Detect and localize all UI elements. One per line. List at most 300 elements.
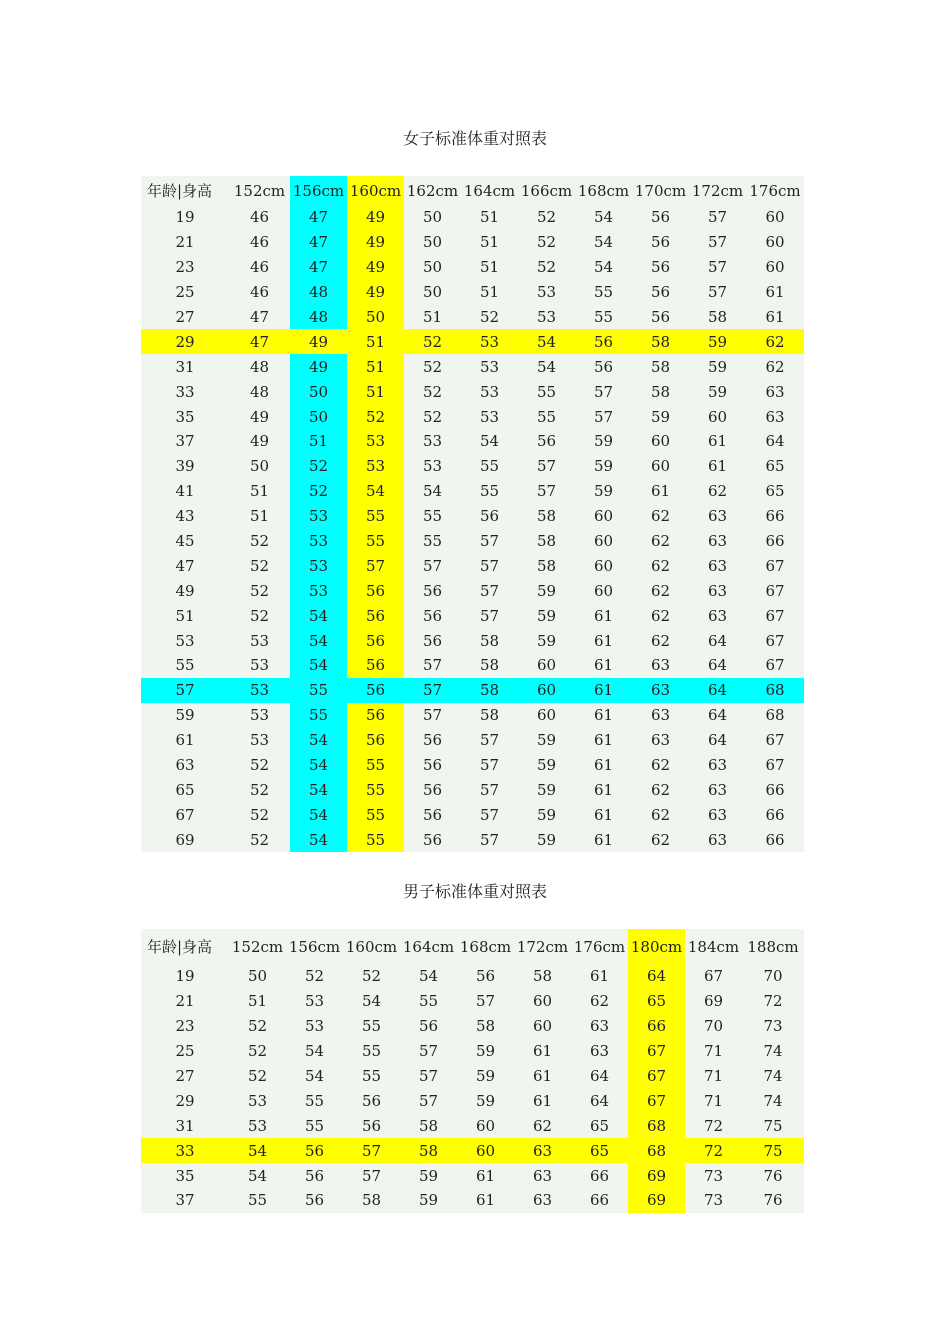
weight-cell: 50 — [290, 404, 347, 429]
weight-cell: 56 — [418, 1017, 439, 1036]
weight-cell: 53 — [229, 678, 290, 703]
weight-cell: 52 — [536, 258, 557, 277]
weight-cell: 58 — [707, 308, 728, 326]
weight-cell: 56 — [347, 578, 404, 603]
weight-cell: 63 — [650, 656, 671, 675]
weight-cell: 55 — [304, 1091, 325, 1110]
weight-cell: 57 — [422, 556, 443, 575]
age-cell: 39 — [175, 457, 195, 476]
weight-cell: 62 — [650, 805, 671, 824]
weight-cell: 61 — [532, 1067, 553, 1085]
weight-cell: 61 — [475, 1191, 496, 1210]
table-row — [141, 504, 804, 529]
weight-cell: 57 — [422, 656, 443, 675]
weight-cell: 56 — [304, 1191, 325, 1210]
weight-cell: 59 — [536, 731, 557, 750]
weight-cell: 48 — [249, 382, 270, 401]
weight-cell: 62 — [650, 780, 671, 799]
age-cell: 43 — [175, 507, 195, 526]
weight-cell: 76 — [763, 1166, 783, 1185]
weight-cell: 47 — [290, 230, 347, 255]
weight-cell: 67 — [765, 631, 785, 650]
weight-cell: 64 — [589, 1091, 610, 1110]
height-header: 160cm — [347, 176, 404, 205]
weight-cell: 46 — [249, 208, 270, 227]
weight-cell: 61 — [593, 606, 614, 625]
weight-cell: 50 — [422, 258, 443, 277]
weight-cell: 61 — [593, 805, 614, 824]
weight-cell: 63 — [589, 1042, 610, 1061]
weight-cell: 58 — [475, 1017, 496, 1036]
weight-cell: 63 — [707, 507, 728, 526]
weight-cell: 61 — [593, 706, 614, 725]
weight-cell: 66 — [589, 1191, 610, 1210]
weight-cell: 54 — [290, 777, 347, 802]
weight-cell: 67 — [628, 1064, 685, 1089]
weight-cell: 52 — [249, 556, 270, 575]
weight-cell: 56 — [422, 830, 443, 849]
height-header: 168cm — [459, 937, 512, 956]
weight-cell: 51 — [479, 208, 500, 227]
weight-cell: 74 — [763, 1042, 783, 1061]
weight-cell: 52 — [249, 780, 270, 799]
weight-cell: 59 — [418, 1166, 439, 1185]
weight-cell: 56 — [422, 606, 443, 625]
weight-cell: 60 — [536, 656, 557, 675]
weight-cell: 59 — [593, 432, 614, 451]
weight-cell: 67 — [765, 606, 785, 625]
weight-cell: 47 — [249, 308, 270, 326]
weight-cell: 54 — [229, 1138, 286, 1163]
age-cell: 37 — [175, 1191, 195, 1210]
weight-cell: 69 — [703, 992, 724, 1011]
weight-cell: 57 — [593, 382, 614, 401]
weight-cell: 53 — [249, 706, 270, 725]
weight-cell: 60 — [765, 258, 785, 277]
weight-cell: 51 — [249, 482, 270, 501]
weight-cell: 74 — [763, 1067, 783, 1085]
weight-cell: 50 — [290, 379, 347, 404]
weight-cell: 56 — [422, 780, 443, 799]
weight-cell: 57 — [707, 283, 728, 302]
weight-cell: 59 — [536, 805, 557, 824]
weight-cell: 72 — [685, 1138, 742, 1163]
weight-cell: 58 — [418, 1116, 439, 1135]
weight-cell: 61 — [589, 967, 610, 986]
age-cell: 67 — [175, 805, 195, 824]
weight-cell: 59 — [650, 407, 671, 426]
weight-cell: 62 — [650, 606, 671, 625]
weight-cell: 55 — [536, 407, 557, 426]
height-header: 176cm — [749, 181, 801, 200]
weight-cell: 56 — [347, 728, 404, 753]
weight-cell: 62 — [650, 532, 671, 551]
weight-cell: 55 — [418, 992, 439, 1011]
weight-cell: 61 — [593, 830, 614, 849]
table-row — [141, 653, 804, 678]
age-cell: 23 — [175, 258, 195, 277]
weight-cell: 58 — [536, 507, 557, 526]
height-header: 156cm — [288, 937, 341, 956]
weight-cell: 50 — [347, 305, 404, 330]
weight-cell: 54 — [290, 728, 347, 753]
weight-cell: 55 — [347, 753, 404, 778]
weight-cell: 57 — [479, 532, 500, 551]
height-header: 152cm — [233, 181, 286, 200]
weight-cell: 57 — [418, 1042, 439, 1061]
weight-cell: 53 — [479, 382, 500, 401]
age-cell: 27 — [175, 1067, 195, 1085]
weight-cell: 56 — [361, 1091, 382, 1110]
weight-cell: 67 — [765, 656, 785, 675]
weight-cell: 56 — [347, 703, 404, 728]
height-header: 164cm — [402, 937, 455, 956]
weight-cell: 56 — [422, 581, 443, 600]
age-cell: 31 — [175, 1116, 195, 1135]
height-header: 162cm — [406, 181, 459, 200]
weight-cell: 59 — [707, 357, 728, 376]
weight-cell: 47 — [290, 255, 347, 280]
weight-cell: 60 — [518, 678, 575, 703]
weight-cell: 62 — [707, 482, 728, 501]
weight-cell: 56 — [422, 731, 443, 750]
age-cell: 31 — [175, 357, 195, 376]
weight-cell: 59 — [536, 606, 557, 625]
weight-cell: 51 — [347, 354, 404, 379]
weight-cell: 55 — [479, 457, 500, 476]
weight-cell: 54 — [290, 653, 347, 678]
table-row — [141, 404, 804, 429]
weight-cell: 48 — [249, 357, 270, 376]
weight-cell: 66 — [628, 1014, 685, 1039]
weight-cell: 69 — [628, 1163, 685, 1188]
age-cell: 35 — [175, 1166, 195, 1185]
weight-cell: 53 — [536, 308, 557, 326]
weight-cell: 56 — [536, 432, 557, 451]
weight-cell: 57 — [361, 1166, 382, 1185]
weight-cell: 59 — [536, 581, 557, 600]
weight-cell: 70 — [703, 1017, 724, 1036]
weight-cell: 50 — [249, 457, 270, 476]
weight-cell: 59 — [536, 830, 557, 849]
weight-cell: 61 — [593, 631, 614, 650]
weight-cell: 61 — [765, 308, 785, 326]
men-table-title: 男子标准体重对照表 — [402, 882, 547, 901]
age-cell: 61 — [175, 731, 195, 750]
weight-cell: 55 — [247, 1191, 268, 1210]
weight-cell: 57 — [479, 731, 500, 750]
weight-cell: 60 — [765, 208, 785, 227]
weight-cell: 49 — [249, 407, 270, 426]
weight-cell: 57 — [479, 756, 500, 775]
weight-cell: 54 — [304, 1042, 325, 1061]
weight-cell: 53 — [290, 504, 347, 529]
weight-cell: 71 — [703, 1067, 724, 1085]
weight-cell: 67 — [765, 556, 785, 575]
weight-cell: 59 — [707, 382, 728, 401]
weight-cell: 56 — [304, 1166, 325, 1185]
table-row — [141, 529, 804, 554]
weight-cell: 53 — [422, 432, 443, 451]
weight-cell: 52 — [249, 830, 270, 849]
weight-cell: 64 — [707, 656, 728, 675]
weight-cell: 54 — [347, 479, 404, 504]
weight-cell: 54 — [593, 258, 614, 277]
height-header: 184cm — [687, 937, 740, 956]
weight-cell: 72 — [763, 992, 783, 1011]
weight-cell: 52 — [479, 308, 500, 326]
weight-cell: 60 — [765, 233, 785, 252]
age-height-header: 年龄|身高 — [147, 938, 213, 956]
weight-cell: 57 — [479, 780, 500, 799]
weight-cell: 59 — [593, 457, 614, 476]
weight-cell: 56 — [347, 653, 404, 678]
weight-cell: 53 — [347, 454, 404, 479]
weight-cell: 55 — [347, 802, 404, 827]
weight-cell: 60 — [532, 1017, 553, 1036]
weight-cell: 57 — [593, 407, 614, 426]
weight-cell: 57 — [479, 606, 500, 625]
weight-cell: 57 — [422, 706, 443, 725]
weight-cell: 52 — [247, 1067, 268, 1085]
weight-cell: 58 — [400, 1138, 457, 1163]
weight-cell: 61 — [532, 1042, 553, 1061]
weight-cell: 68 — [628, 1113, 685, 1138]
weight-cell: 60 — [593, 532, 614, 551]
table-row — [141, 1188, 804, 1213]
height-header: 176cm — [573, 937, 626, 956]
weight-cell: 66 — [765, 780, 785, 799]
weight-cell: 64 — [707, 631, 728, 650]
weight-cell: 54 — [518, 329, 575, 354]
weight-cell: 57 — [707, 258, 728, 277]
age-cell: 53 — [175, 631, 195, 650]
weight-cell: 56 — [650, 283, 671, 302]
age-cell: 33 — [141, 1138, 229, 1163]
weight-cell: 57 — [475, 992, 496, 1011]
weight-cell: 58 — [461, 678, 518, 703]
weight-cell: 55 — [479, 482, 500, 501]
weight-cell: 56 — [593, 357, 614, 376]
weight-cell: 73 — [703, 1191, 724, 1210]
weight-cell: 53 — [290, 529, 347, 554]
weight-cell: 57 — [347, 553, 404, 578]
weight-cell: 51 — [347, 329, 404, 354]
weight-cell: 66 — [589, 1166, 610, 1185]
weight-cell: 60 — [593, 507, 614, 526]
weight-cell: 61 — [765, 283, 785, 302]
table-row — [141, 703, 804, 728]
weight-cell: 73 — [703, 1166, 724, 1185]
weight-cell: 48 — [290, 305, 347, 330]
weight-cell: 46 — [249, 233, 270, 252]
weight-cell: 55 — [422, 507, 443, 526]
weight-cell: 63 — [650, 706, 671, 725]
weight-cell: 47 — [290, 205, 347, 230]
weight-cell: 61 — [532, 1091, 553, 1110]
weight-cell: 48 — [290, 280, 347, 305]
table-row — [141, 1113, 804, 1138]
table-row — [141, 827, 804, 852]
weight-cell: 53 — [422, 457, 443, 476]
height-header: 180cm — [628, 929, 685, 964]
table-row — [141, 429, 804, 454]
weight-cell: 63 — [707, 556, 728, 575]
weight-cell: 52 — [422, 357, 443, 376]
weight-cell: 58 — [479, 656, 500, 675]
weight-cell: 63 — [514, 1138, 571, 1163]
table-row — [141, 454, 804, 479]
weight-cell: 56 — [650, 308, 671, 326]
weight-cell: 52 — [347, 404, 404, 429]
weight-cell: 51 — [422, 308, 443, 326]
weight-cell: 55 — [361, 1067, 382, 1085]
weight-cell: 57 — [418, 1067, 439, 1085]
weight-cell: 61 — [593, 780, 614, 799]
table-row — [141, 280, 804, 305]
weight-cell: 62 — [589, 992, 610, 1011]
weight-cell: 54 — [422, 482, 443, 501]
weight-cell: 50 — [422, 233, 443, 252]
weight-cell: 63 — [707, 780, 728, 799]
weight-cell: 53 — [249, 731, 270, 750]
weight-cell: 49 — [249, 432, 270, 451]
weight-cell: 58 — [536, 556, 557, 575]
age-cell: 69 — [175, 830, 195, 849]
weight-cell: 57 — [343, 1138, 400, 1163]
height-header: 188cm — [747, 937, 799, 956]
height-header: 166cm — [520, 181, 573, 200]
men-header-row — [141, 929, 804, 964]
table-row — [141, 1039, 804, 1064]
age-cell: 21 — [175, 992, 195, 1011]
weight-cell: 60 — [457, 1138, 514, 1163]
weight-cell: 76 — [763, 1191, 783, 1210]
weight-cell: 53 — [290, 553, 347, 578]
weight-cell: 49 — [347, 205, 404, 230]
weight-cell: 56 — [422, 805, 443, 824]
weight-cell: 51 — [347, 379, 404, 404]
age-cell: 41 — [175, 482, 195, 501]
weight-cell: 54 — [418, 967, 439, 986]
weight-cell: 64 — [765, 432, 785, 451]
age-cell: 33 — [175, 382, 195, 401]
weight-cell: 55 — [304, 1116, 325, 1135]
height-header: 152cm — [231, 937, 284, 956]
weight-cell: 51 — [479, 283, 500, 302]
weight-cell: 61 — [707, 457, 728, 476]
weight-cell: 52 — [249, 756, 270, 775]
weight-cell: 64 — [707, 731, 728, 750]
weight-cell: 55 — [290, 703, 347, 728]
table-row — [141, 553, 804, 578]
age-cell: 21 — [175, 233, 195, 252]
age-cell: 49 — [175, 581, 195, 600]
weight-cell: 65 — [571, 1138, 628, 1163]
weight-cell: 63 — [532, 1166, 553, 1185]
weight-cell: 52 — [249, 581, 270, 600]
height-header: 170cm — [634, 181, 687, 200]
weight-cell: 65 — [628, 989, 685, 1014]
weight-cell: 67 — [765, 756, 785, 775]
weight-cell: 65 — [589, 1116, 610, 1135]
table-row — [141, 305, 804, 330]
weight-cell: 61 — [593, 731, 614, 750]
weight-cell: 54 — [361, 992, 382, 1011]
weight-cell: 54 — [290, 603, 347, 628]
weight-cell: 58 — [650, 382, 671, 401]
weight-cell: 61 — [575, 678, 632, 703]
weight-cell: 49 — [290, 354, 347, 379]
weight-cell: 59 — [475, 1067, 496, 1085]
weight-cell: 62 — [765, 357, 785, 376]
weight-cell: 49 — [290, 329, 347, 354]
weight-cell: 67 — [628, 1039, 685, 1064]
weight-cell: 54 — [593, 208, 614, 227]
weight-cell: 67 — [765, 731, 785, 750]
weight-cell: 52 — [249, 606, 270, 625]
weight-cell: 52 — [290, 454, 347, 479]
age-cell: 23 — [175, 1017, 195, 1036]
weight-cell: 51 — [479, 233, 500, 252]
weight-cell: 52 — [422, 382, 443, 401]
weight-cell: 64 — [707, 706, 728, 725]
table-row — [141, 777, 804, 802]
weight-cell: 64 — [689, 678, 746, 703]
weight-cell: 51 — [249, 507, 270, 526]
table-row — [141, 728, 804, 753]
weight-cell: 54 — [290, 753, 347, 778]
weight-cell: 62 — [650, 756, 671, 775]
weight-cell: 56 — [650, 208, 671, 227]
weight-cell: 56 — [575, 329, 632, 354]
weight-cell: 59 — [475, 1042, 496, 1061]
weight-cell: 58 — [532, 967, 553, 986]
weight-cell: 54 — [290, 628, 347, 653]
weight-cell: 58 — [361, 1191, 382, 1210]
weight-cell: 49 — [347, 255, 404, 280]
weight-cell: 56 — [361, 1116, 382, 1135]
women-weight-table — [141, 176, 804, 852]
weight-cell: 67 — [628, 1088, 685, 1113]
age-cell: 45 — [175, 532, 195, 551]
table-row — [141, 379, 804, 404]
weight-cell: 56 — [347, 678, 404, 703]
weight-cell: 52 — [304, 967, 325, 986]
age-cell: 63 — [175, 756, 195, 775]
weight-cell: 65 — [765, 482, 785, 501]
weight-cell: 55 — [361, 1042, 382, 1061]
table-row — [141, 802, 804, 827]
weight-cell: 61 — [593, 656, 614, 675]
weight-cell: 60 — [475, 1116, 496, 1135]
table-row — [141, 603, 804, 628]
weight-cell: 57 — [479, 830, 500, 849]
weight-cell: 66 — [765, 507, 785, 526]
table-row — [141, 989, 804, 1014]
weight-cell: 55 — [290, 678, 347, 703]
weight-cell: 62 — [650, 830, 671, 849]
weight-cell: 49 — [347, 280, 404, 305]
weight-cell: 68 — [765, 706, 785, 725]
weight-cell: 52 — [247, 1017, 268, 1036]
age-cell: 19 — [175, 967, 195, 986]
table-row — [141, 1014, 804, 1039]
age-cell: 59 — [175, 706, 195, 725]
weight-cell: 46 — [249, 283, 270, 302]
weight-cell: 52 — [249, 532, 270, 551]
table-row — [141, 678, 804, 703]
